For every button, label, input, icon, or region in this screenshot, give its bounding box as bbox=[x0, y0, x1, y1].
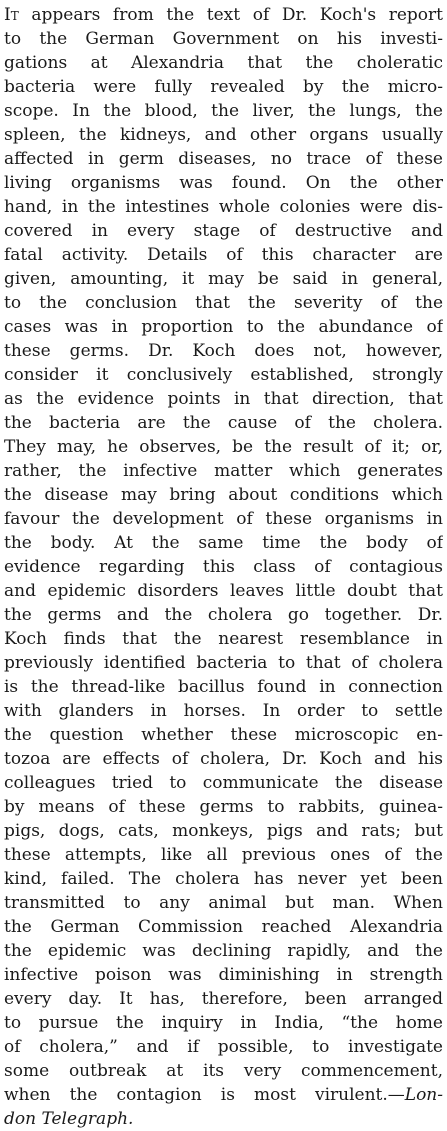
article-line: and epidemic disorders leaves little doubt that bbox=[4, 581, 443, 601]
article-line: bacteria were fully revealed by the micro- bbox=[4, 77, 443, 97]
article-line: evidence regarding this class of contagious bbox=[4, 557, 443, 577]
article-line: living organisms was found. On the other bbox=[4, 173, 443, 193]
article-line: to the conclusion that the severity of the bbox=[4, 293, 443, 313]
article-line: rather, the infective matter which generates bbox=[4, 461, 443, 481]
article-line: colleagues tried to communicate the disease bbox=[4, 773, 443, 793]
article-line: tozoa are effects of cholera, Dr. Koch and his bbox=[4, 749, 443, 769]
article-line: to the German Government on his investi- bbox=[4, 29, 443, 49]
article-line: cases was in proportion to the abundance of bbox=[4, 317, 443, 337]
source-credit-start: Lon- bbox=[404, 1085, 443, 1105]
article-line: of cholera,” and if possible, to investigate bbox=[4, 1037, 443, 1057]
article-line: as the evidence points in that direction, that bbox=[4, 389, 443, 409]
article-line: the German Commission reached Alexandria bbox=[4, 917, 443, 937]
article-line: pigs, dogs, cats, monkeys, pigs and rats; but bbox=[4, 821, 443, 841]
article-line: the body. At the same time the body of bbox=[4, 533, 443, 553]
article-line: the disease may bring about conditions which bbox=[4, 485, 443, 505]
article-line-text: when the contagion is most virulent.— bbox=[4, 1085, 405, 1105]
article-line: infective poison was diminishing in strength bbox=[4, 965, 443, 985]
article-line bbox=[4, 3, 443, 27]
article-line: given, amounting, it may be said in general, bbox=[4, 269, 443, 289]
article-lead-word: It bbox=[4, 5, 19, 25]
article-line: favour the development of these organisms in bbox=[4, 509, 443, 529]
article-line: previously identified bacteria to that of cholera bbox=[4, 653, 443, 673]
article-line: every day. It has, therefore, been arranged bbox=[4, 989, 443, 1009]
article-line: is the thread-like bacillus found in connection bbox=[4, 677, 443, 697]
article-line: the epidemic was declining rapidly, and the bbox=[4, 941, 443, 961]
article-line bbox=[4, 1083, 443, 1107]
article-line: covered in every stage of destructive and bbox=[4, 221, 443, 241]
article-line: the bacteria are the cause of the cholera. bbox=[4, 413, 443, 433]
article-line: consider it conclusively established, strongly bbox=[4, 365, 443, 385]
article-line: to pursue the inquiry in India, “the home bbox=[4, 1013, 443, 1033]
article-line: They may, he observes, be the result of it; or, bbox=[4, 437, 443, 457]
article-line: with glanders in horses. In order to settle bbox=[4, 701, 443, 721]
article-line: spleen, the kidneys, and other organs usually bbox=[4, 125, 443, 145]
article-line: these germs. Dr. Koch does not, however, bbox=[4, 341, 443, 361]
article-line: transmitted to any animal but man. When bbox=[4, 893, 443, 913]
source-credit: don Telegraph. bbox=[4, 1109, 134, 1129]
article-line: Koch finds that the nearest resemblance in bbox=[4, 629, 443, 649]
article-line bbox=[4, 1107, 443, 1131]
article-line: these attempts, like all previous ones of the bbox=[4, 845, 443, 865]
article-line: kind, failed. The cholera has never yet been bbox=[4, 869, 443, 889]
article-line: the question whether these microscopic en- bbox=[4, 725, 443, 745]
article-line: scope. In the blood, the liver, the lungs, the bbox=[4, 101, 443, 121]
article-line: the germs and the cholera go together. Dr. bbox=[4, 605, 443, 625]
article-line: some outbreak at its very commencement, bbox=[4, 1061, 443, 1081]
article-line: fatal activity. Details of this character are bbox=[4, 245, 443, 265]
article-line: affected in germ diseases, no trace of these bbox=[4, 149, 443, 169]
article-line-text: appears from the text of Dr. Koch's report bbox=[18, 5, 443, 25]
article-line: hand, in the intestines whole colonies were dis- bbox=[4, 197, 443, 217]
article-line: gations at Alexandria that the choleratic bbox=[4, 53, 443, 73]
article-line: by means of these germs to rabbits, guinea- bbox=[4, 797, 443, 817]
